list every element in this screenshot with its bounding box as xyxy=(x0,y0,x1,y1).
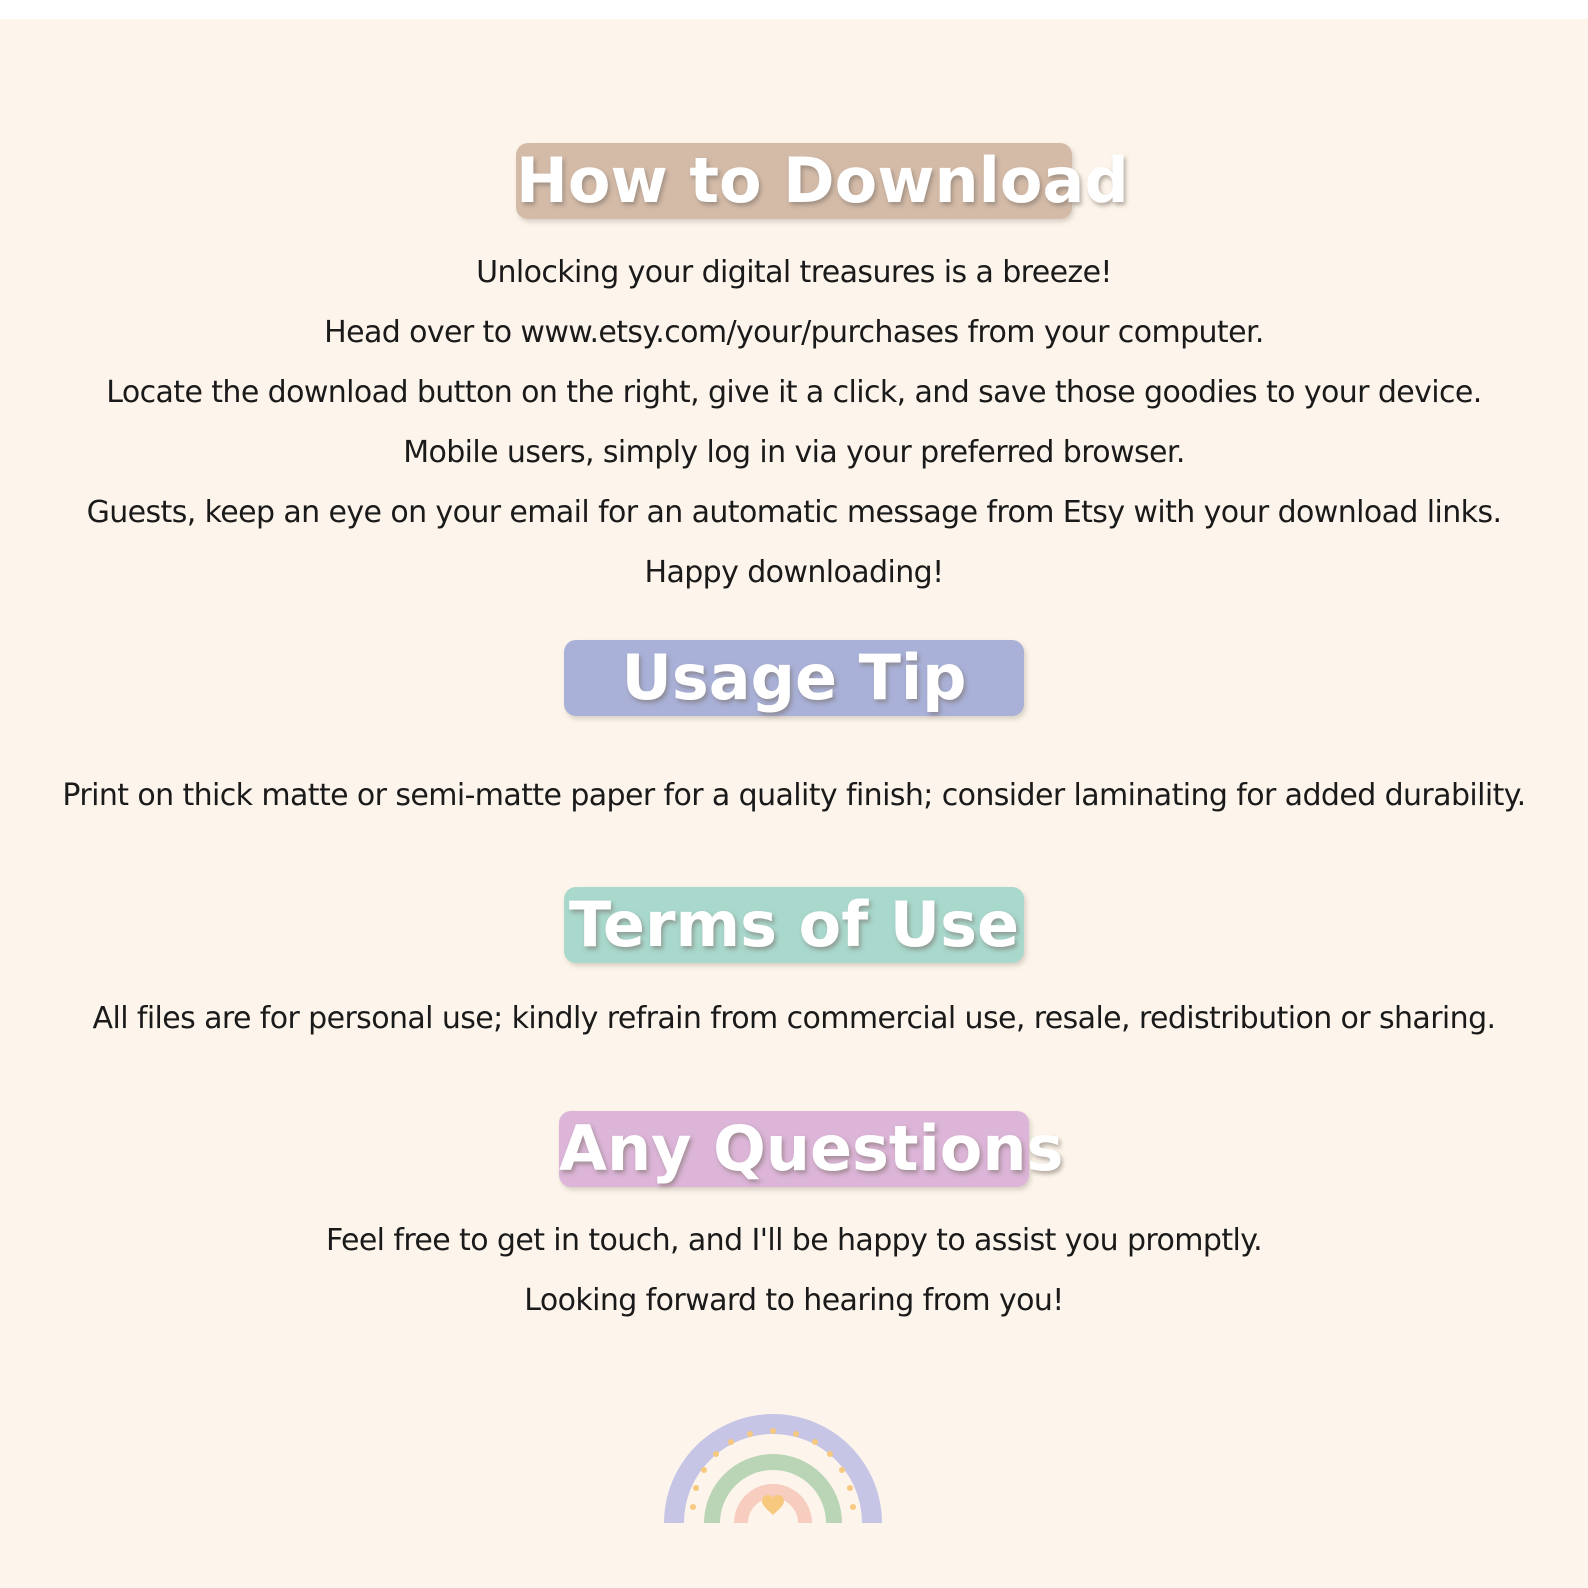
download-line-6: Happy downloading! xyxy=(644,555,944,590)
questions-line-2: Looking forward to hearing from you! xyxy=(524,1283,1064,1318)
terms-section xyxy=(0,887,1588,1049)
usage-section xyxy=(0,640,1588,826)
download-section xyxy=(0,143,1588,603)
questions-line-1: Feel free to get in touch, and I'll be happy to assist you promptly. xyxy=(325,1223,1263,1258)
download-line-5: Guests, keep an eye on your email for an automatic message from Etsy with your download links. xyxy=(86,495,1502,530)
questions-heading: Any Questions xyxy=(559,1112,1064,1185)
download-line-4: Mobile users, simply log in via your preferred browser. xyxy=(403,435,1185,470)
usage-line-1: Print on thick matte or semi-matte paper for a quality finish; consider laminating for added durability. xyxy=(62,778,1526,813)
questions-section xyxy=(0,1111,1588,1331)
heart-icon xyxy=(762,1495,784,1515)
download-line-2: Head over to www.etsy.com/your/purchases from your computer. xyxy=(324,315,1264,350)
terms-heading: Terms of Use xyxy=(564,887,1024,963)
download-heading: How to Download xyxy=(516,144,1129,217)
usage-heading: Usage Tip xyxy=(564,640,1024,716)
download-line-1: Unlocking your digital treasures is a breeze! xyxy=(476,255,1112,290)
rainbow-heart-icon xyxy=(664,1393,882,1523)
download-line-3: Locate the download button on the right, give it a click, and save those goodies to your device. xyxy=(106,375,1482,410)
terms-line-1: All files are for personal use; kindly refrain from commercial use, resale, redistribution or sharing. xyxy=(92,1001,1496,1036)
